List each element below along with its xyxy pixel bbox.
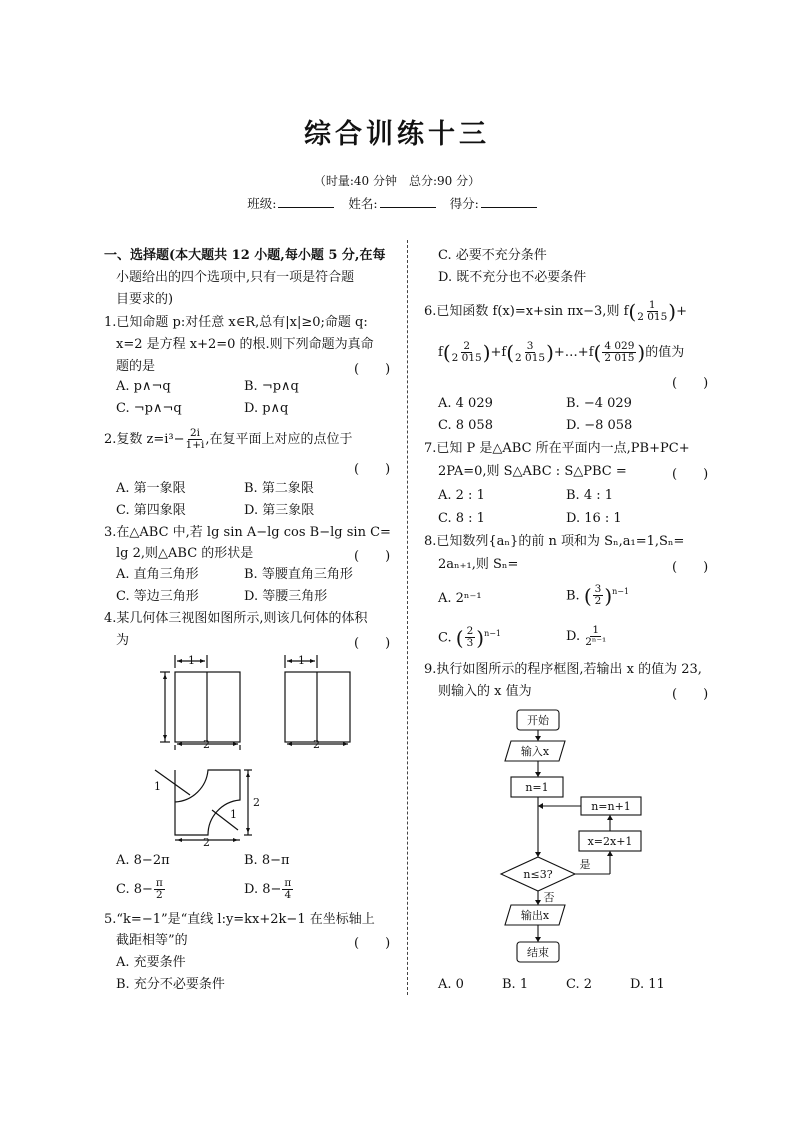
q1-stem-2: x=2 是方程 x+2=0 的根.则下列命题为真命 bbox=[116, 337, 374, 352]
q4-option-a[interactable]: A. 8−2π bbox=[116, 853, 170, 868]
q1-stem-3: 题的是 bbox=[116, 359, 156, 374]
section-desc-2: 小题给出的四个选项中,只有一项是符合题 bbox=[116, 270, 355, 285]
q2-answer-paren[interactable]: ( ) bbox=[354, 462, 391, 477]
q8-option-c[interactable]: C. ( $\frac{2}{3}$ )$^{n-1}$ bbox=[438, 625, 502, 650]
q8-option-b[interactable]: B. ( $\frac{3}{2}$ )$^{n-1}$ bbox=[566, 583, 630, 608]
radius-dim-1: 1 bbox=[154, 780, 161, 793]
column-divider bbox=[407, 240, 408, 995]
q8-answer-paren[interactable]: ( ) bbox=[672, 560, 709, 575]
q2-stem-post: ,在复平面上对应的点位于 bbox=[205, 432, 353, 447]
q9-option-b[interactable]: B. 1 bbox=[502, 977, 529, 992]
class-label: 班级: bbox=[247, 196, 277, 211]
q6-stem-1: 6.已知函数 f(x)=x+sin πx−3,则 f( $\frac{1}{2 015}$ )+ bbox=[424, 299, 687, 324]
side-top-dim: 1 bbox=[298, 654, 305, 667]
q6-option-b[interactable]: B. −4 029 bbox=[566, 396, 632, 411]
q5-option-c[interactable]: C. 必要不充分条件 bbox=[438, 248, 547, 263]
q1-stem-1: 1.已知命题 p:对任意 x∈R,总有|x|≥0;命题 q: bbox=[104, 315, 368, 330]
exam-info: （时量:40 分钟 总分:90 分） bbox=[313, 174, 481, 188]
q6-option-c[interactable]: C. 8 058 bbox=[438, 418, 493, 433]
q7-option-c[interactable]: C. 8 : 1 bbox=[438, 511, 485, 526]
side-bottom-dim: 2 bbox=[313, 738, 320, 751]
flowchart bbox=[495, 705, 665, 970]
q3-option-c[interactable]: C. 等边三角形 bbox=[116, 589, 199, 604]
q4-option-d[interactable]: D. 8− $\frac{\pi}{4}$ bbox=[244, 877, 292, 901]
q3-option-d[interactable]: D. 等腰三角形 bbox=[244, 589, 328, 604]
flow-end-label: 结束 bbox=[527, 946, 549, 959]
q6-option-a[interactable]: A. 4 029 bbox=[438, 396, 493, 411]
q3-option-b[interactable]: B. 等腰直角三角形 bbox=[244, 567, 353, 582]
q7-answer-paren[interactable]: ( ) bbox=[672, 467, 709, 482]
page-title: 综合训练十三 bbox=[304, 119, 490, 150]
q7-stem-2: 2PA=0,则 S△ABC : S△PBC = bbox=[438, 464, 627, 479]
q9-stem-2: 则输入的 x 值为 bbox=[438, 684, 532, 699]
q5-option-b[interactable]: B. 充分不必要条件 bbox=[116, 977, 225, 992]
q1-option-b[interactable]: B. ¬p∧q bbox=[244, 379, 299, 394]
q1-option-c[interactable]: C. ¬p∧¬q bbox=[116, 401, 182, 416]
flow-start-label: 开始 bbox=[527, 714, 549, 727]
q2-option-b[interactable]: B. 第二象限 bbox=[244, 481, 314, 496]
q2-stem bbox=[104, 428, 353, 451]
front-top-dim: 1 bbox=[188, 654, 195, 667]
q5-answer-paren[interactable]: ( ) bbox=[354, 936, 391, 951]
flow-step1-label: x=2x+1 bbox=[587, 835, 633, 848]
q9-answer-paren[interactable]: ( ) bbox=[672, 687, 709, 702]
q1-option-a[interactable]: A. p∧¬q bbox=[116, 379, 171, 394]
q2-option-a[interactable]: A. 第一象限 bbox=[116, 481, 186, 496]
q9-option-a[interactable]: A. 0 bbox=[438, 977, 464, 992]
flow-init-label: n=1 bbox=[525, 781, 549, 794]
flow-condition-label: n≤3? bbox=[523, 868, 553, 881]
name-blank[interactable] bbox=[380, 196, 436, 208]
q6-stem-2: f( $\frac{2}{2 015}$ )+f( $\frac{3}{2 015}$ )+…+f( $\frac{4 029}{2 015}$ )的值为 bbox=[438, 340, 685, 365]
q3-stem-1: 3.在△ABC 中,若 lg sin A−lg cos B−lg sin C= bbox=[104, 525, 391, 540]
q1-answer-paren[interactable]: ( ) bbox=[354, 362, 391, 377]
three-view-figure bbox=[150, 650, 370, 850]
q6-option-d[interactable]: D. −8 058 bbox=[566, 418, 633, 433]
q5-option-d[interactable]: D. 既不充分也不必要条件 bbox=[438, 270, 587, 285]
top-view bbox=[175, 770, 240, 835]
q4-stem-2: 为 bbox=[116, 633, 130, 648]
flow-step2-label: n=n+1 bbox=[591, 800, 631, 813]
q7-option-b[interactable]: B. 4 : 1 bbox=[566, 488, 614, 503]
q5-stem-2: 截距相等”的 bbox=[116, 933, 188, 948]
class-blank[interactable] bbox=[278, 196, 334, 208]
radius-dim-2: 1 bbox=[230, 808, 237, 821]
q5-option-a[interactable]: A. 充要条件 bbox=[116, 955, 186, 970]
q7-stem-1: 7.已知 P 是△ABC 所在平面内一点,PB+PC+ bbox=[424, 441, 690, 456]
q8-option-a[interactable]: A. 2ⁿ⁻¹ bbox=[438, 591, 482, 606]
section-heading: 一、选择题(本大题共 12 小题,每小题 5 分,在每 bbox=[104, 248, 386, 263]
section-desc-3: 目要求的) bbox=[116, 292, 174, 307]
flow-output-label: 输出x bbox=[520, 909, 550, 922]
q5-stem-1: 5.“k=−1”是“直线 l:y=kx+2k−1 在坐标轴上 bbox=[104, 912, 375, 927]
q9-stem-1: 9.执行如图所示的程序框图,若输出 x 的值为 23, bbox=[424, 662, 702, 677]
q2-option-c[interactable]: C. 第四象限 bbox=[116, 503, 186, 518]
q6-answer-paren[interactable]: ( ) bbox=[672, 376, 709, 391]
q4-stem-1: 4.某几何体三视图如图所示,则该几何体的体积 bbox=[104, 611, 368, 626]
q4-option-b[interactable]: B. 8−π bbox=[244, 853, 290, 868]
score-blank[interactable] bbox=[481, 196, 537, 208]
q4-answer-paren[interactable]: ( ) bbox=[354, 636, 391, 651]
front-bottom-dim: 2 bbox=[203, 738, 210, 751]
q9-option-c[interactable]: C. 2 bbox=[566, 977, 593, 992]
q8-option-d[interactable]: D. $\frac{1}{\text{2ⁿ⁻¹}}$ bbox=[566, 624, 607, 648]
q4-option-c[interactable]: C. 8− $\frac{\pi}{2}$ bbox=[116, 877, 163, 901]
student-info-row bbox=[0, 194, 794, 212]
q7-option-a[interactable]: A. 2 : 1 bbox=[438, 488, 485, 503]
q2-option-d[interactable]: D. 第三象限 bbox=[244, 503, 315, 518]
flow-yes-label: 是 bbox=[579, 858, 591, 871]
q2-stem-pre: 2.复数 z=i³− bbox=[104, 432, 185, 447]
q3-answer-paren[interactable]: ( ) bbox=[354, 549, 391, 564]
flow-no-label: 否 bbox=[543, 891, 555, 904]
top-bottom-dim: 2 bbox=[203, 836, 210, 849]
flow-input-label: 输入x bbox=[520, 745, 550, 758]
q2-fraction: $\frac{2i}{1+i}$ bbox=[185, 427, 205, 451]
q7-option-d[interactable]: D. 16 : 1 bbox=[566, 511, 622, 526]
score-label: 得分: bbox=[449, 196, 479, 211]
q9-option-d[interactable]: D. 11 bbox=[630, 977, 665, 992]
q8-stem-1: 8.已知数列{aₙ}的前 n 项和为 Sₙ,a₁=1,Sₙ= bbox=[424, 534, 685, 549]
top-right-dim: 2 bbox=[253, 796, 260, 809]
q1-option-d[interactable]: D. p∧q bbox=[244, 401, 289, 416]
q3-stem-2: lg 2,则△ABC 的形状是 bbox=[116, 546, 254, 561]
name-label: 姓名: bbox=[348, 196, 378, 211]
q8-stem-2: 2aₙ₊₁,则 Sₙ= bbox=[438, 557, 519, 572]
q3-option-a[interactable]: A. 直角三角形 bbox=[116, 567, 199, 582]
